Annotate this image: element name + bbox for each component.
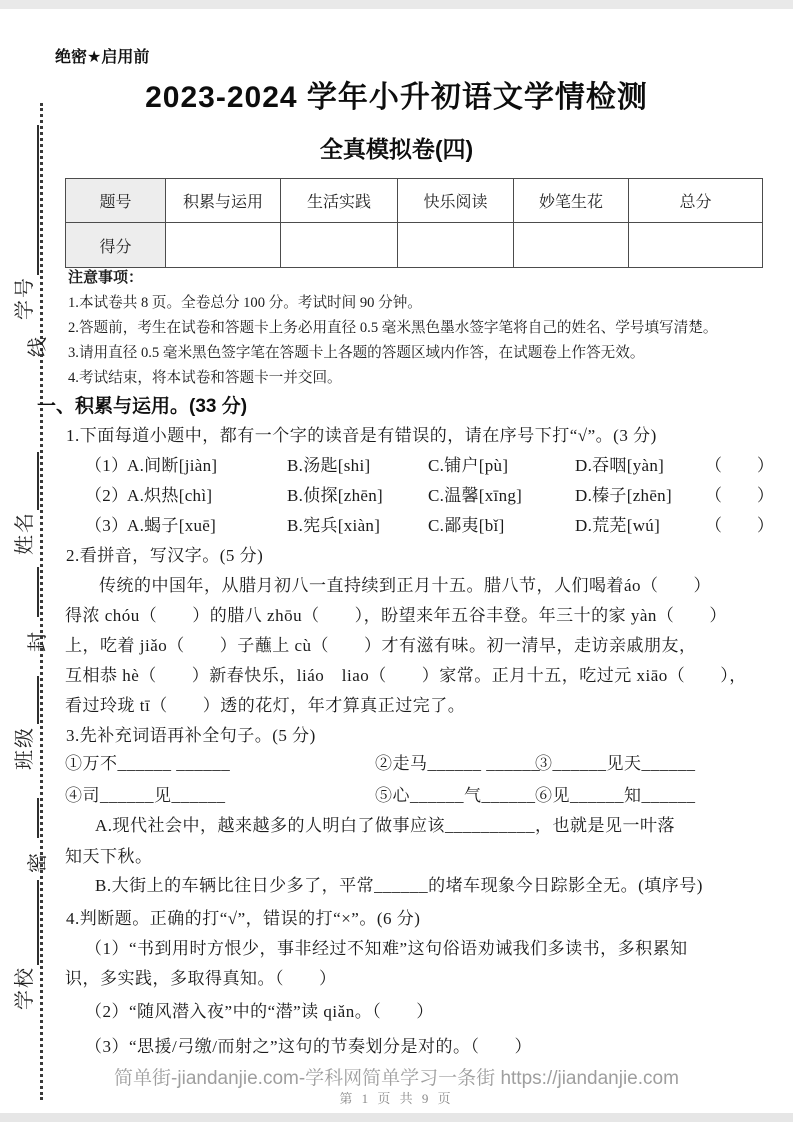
q1-answer-blank: （ ） [705,456,775,475]
q3-blank-item: ②走马______ ______ [375,754,541,773]
q2-paragraph-line: 看过玲珑 tī（ ）透的花灯，年才算真正过完了。 [65,696,466,715]
q2-paragraph-line: 互相恭 hè（ ）新春快乐，liáo liao（ ）家常。正月十五，吃过元 xiāo（ ）， [65,666,747,685]
q4-stem: 4.判断题。正确的打“√”，错误的打“×”。(6 分) [66,909,421,928]
seal-blank-segment [37,798,39,838]
score-table-header-cell: 题号 [66,179,166,223]
q1-option-a: A.间断[jiàn] [127,456,218,475]
notices-block [68,266,783,391]
q1-option-c: C.铺户[pù] [428,456,509,475]
school-field-label: 学校 [14,966,36,1010]
q3-sub-a-line2: 知天下秋。 [65,847,153,866]
score-empty-cell [166,223,281,268]
score-empty-cell [514,223,629,268]
school-field-blank [37,880,39,965]
score-empty-cell [629,223,763,268]
q2-paragraph-line: 上，吃着 jiǎo（ ）子蘸上 cù（ ）才有滋有味。初一清早，走访亲戚朋友， [65,636,697,655]
notice-item: 4.考试结束，将本试卷和答题卡一并交回。 [68,370,342,386]
q4-item3: （3）“思援/弓缴/而射之”这句的节奏划分是对的。（ ） [85,1037,533,1056]
name-field-label: 姓名 [14,511,36,555]
seal-char-xian: 线 [27,337,49,357]
score-row-label: 得分 [66,223,166,268]
score-empty-cell [281,223,398,268]
notice-item: 2.答题前，考生在试卷和答题卡上务必用直径 0.5 毫米黑色墨水签字笔将自己的姓名、学号填写清楚。 [68,320,718,336]
q1-option-b: B.宪兵[xiàn] [287,516,381,535]
seal-blank-segment [37,567,39,617]
score-table-score-row [66,223,763,268]
q1-option-c: C.温馨[xīng] [428,486,523,505]
score-empty-cell [398,223,514,268]
score-table-header-cell: 妙笔生花 [514,179,629,223]
q4-item2: （2）“随风潜入夜”中的“潜”读 qiǎn。（ ） [85,1002,434,1021]
notices-heading: 注意事项： [68,270,144,286]
q1-option-b: B.侦探[zhēn] [287,486,384,505]
student-id-field-label: 学号 [14,276,36,320]
page-subtitle: 全真模拟卷(四) [319,136,474,162]
q3-blank-item: ①万不______ ______ [65,754,231,773]
q1-option-d: D.吞咽[yàn] [575,456,665,475]
seal-char-feng: 封 [27,632,49,652]
page-title: 2023-2024 学年小升初语文学情检测 [145,81,648,114]
notice-item: 3.请用直径 0.5 毫米黑色签字笔在答题卡上各题的答题区域内作答，在试题卷上作答无效。 [68,345,645,361]
q4-item1-line1: （1）“书到用时方恨少，事非经过不知难”这句俗语劝诫我们多读书，多积累知 [85,939,688,958]
secrecy-label: 绝密★启用前 [55,49,150,66]
score-table-header-row [66,179,763,223]
seal-char-mi: 密 [27,853,49,873]
scan-edge-bottom [0,1113,793,1122]
footer-watermark: 简单街-jiandanjie.com-学科网简单学习一条街 https://jiandanjie.com [114,1068,679,1089]
q1-option-b: B.汤匙[shi] [287,456,371,475]
q2-paragraph-line: 得浓 chóu（ ）的腊八 zhōu（ ），盼望来年五谷丰登。年三十的家 yàn（ ） [65,606,727,625]
q3-blank-row [65,749,780,779]
q1-answer-blank: （ ） [705,516,775,535]
q1-option-row [85,451,774,476]
score-table-header-cell: 积累与运用 [166,179,281,223]
q1-row-number: （3） [85,516,129,535]
section-one-heading: 一、积累与运用。(33 分) [37,396,248,417]
q3-sub-b: B.大街上的车辆比往日少多了，平常______的堵车现象今日踪影全无。(填序号) [95,876,703,895]
q1-row-number: （2） [85,486,129,505]
q1-answer-blank: （ ） [705,486,775,505]
q3-sub-a-line1: A.现代社会中，越来越多的人明白了做事应该__________，也就是见一叶落 [95,816,676,835]
name-field-blank [37,452,39,510]
q3-blank-item: ⑤心______气______ [375,786,536,805]
class-field-blank [37,676,39,724]
q2-paragraph-line: 传统的中国年，从腊月初八一直持续到正月十五。腊八节，人们喝着áo（ ） [99,576,712,595]
score-table-header-cell: 生活实践 [281,179,398,223]
q1-option-a: A.蝎子[xuē] [127,516,217,535]
q1-row-number: （1） [85,456,129,475]
q3-blank-item: ⑥见______知______ [535,786,696,805]
q1-stem: 1.下面每道小题中，都有一个字的读音是有错误的，请在序号下打“√”。(3 分) [66,426,657,445]
score-table-header-cell: 快乐阅读 [398,179,514,223]
seal-strip [6,120,52,1020]
class-field-label: 班级 [14,726,36,770]
q3-blank-item: ④司______见______ [65,786,226,805]
q1-option-row [85,481,774,506]
q2-stem: 2.看拼音，写汉字。(5 分) [66,546,264,565]
q4-item1-line2: 识，多实践，多取得真知。（ ） [65,969,337,988]
scan-edge-top [0,0,793,9]
q3-blank-row [65,781,780,811]
q1-option-a: A.炽热[chì] [127,486,213,505]
q1-option-c: C.鄙夷[bǐ] [428,516,505,535]
q3-stem: 3.先补充词语再补全句子。(5 分) [66,726,316,745]
score-table-header-cell: 总分 [629,179,763,223]
q1-option-row [85,511,774,536]
notice-item: 1.本试卷共 8 页。全卷总分 100 分。考试时间 90 分钟。 [68,295,422,311]
score-table [65,178,763,268]
page-indicator: 第 1 页 共 9 页 [339,1091,454,1106]
q3-blank-item: ③______见天______ [535,754,696,773]
q1-option-d: D.榛子[zhēn] [575,486,672,505]
q1-option-d: D.荒芜[wú] [575,516,661,535]
